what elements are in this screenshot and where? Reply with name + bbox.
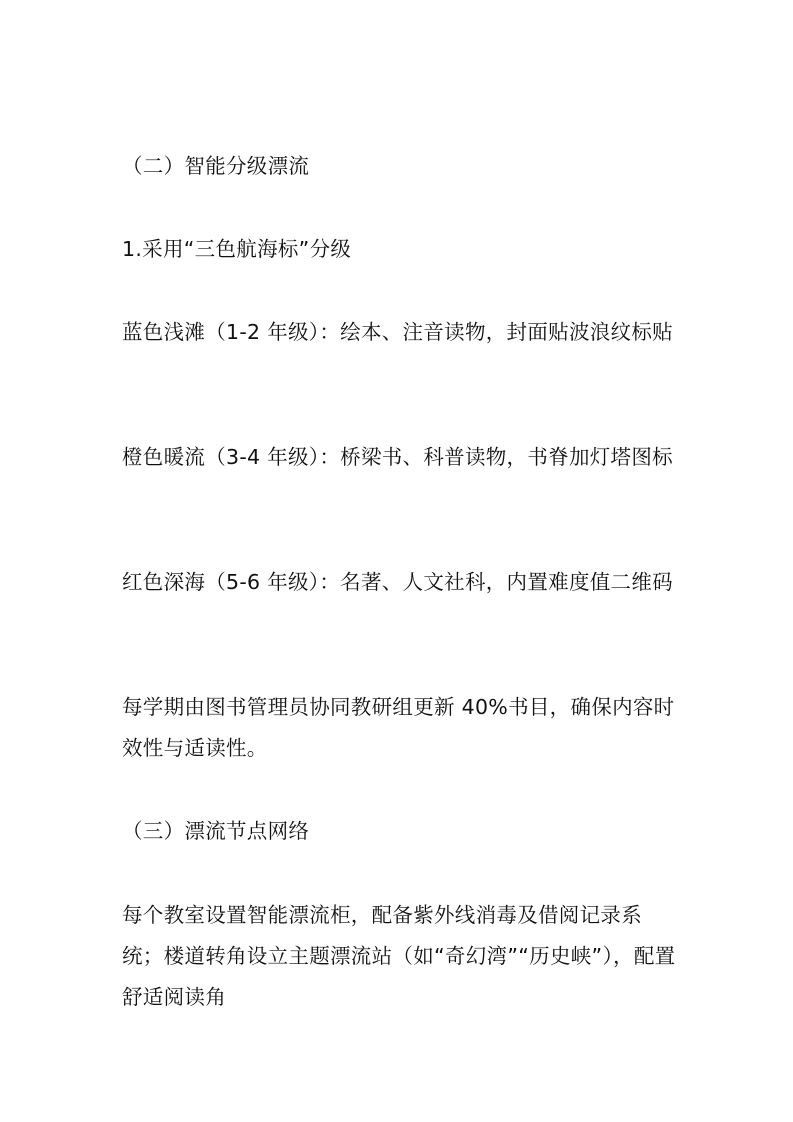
section-2-heading: （二）智能分级漂流	[122, 154, 310, 178]
update-note-paragraph: 每学期由图书管理员协同教研组更新 40%书目，确保内容时效性与适读性。	[122, 695, 675, 760]
grading-title: 1.采用“三色航海标”分级	[122, 237, 352, 261]
orange-level-paragraph: 橙色暖流（3-4 年级）：桥梁书、科普读物，书脊加灯塔图标	[122, 445, 673, 469]
blue-level-paragraph: 蓝色浅滩（1-2 年级）：绘本、注音读物，封面贴波浪纹标贴	[122, 320, 673, 344]
red-level-paragraph: 红色深海（5-6 年级）：名著、人文社科，内置难度值二维码	[122, 570, 673, 594]
section-3-heading: （三）漂流节点网络	[122, 819, 310, 843]
drift-network-paragraph: 每个教室设置智能漂流柜，配备紫外线消毒及借阅记录系统；楼道转角设立主题漂流站（如“奇幻湾”“历史峡”），配置舒适阅读角	[122, 903, 676, 1009]
